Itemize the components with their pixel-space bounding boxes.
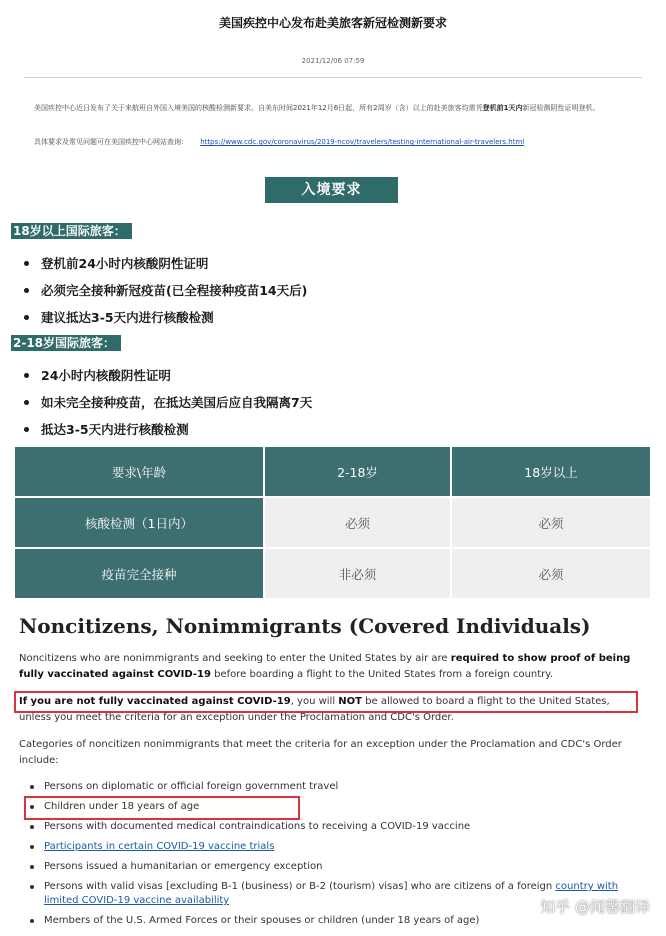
list-item [28, 840, 628, 854]
list-item: Members of the U.S. Armed Forces or their spouses or children (under 18 years of age) [28, 914, 628, 928]
watermark: 知乎 @闻馨翻译 [540, 898, 650, 916]
article-title: 美国疾控中心发布赴美旅客新冠检测新要求 [218, 16, 447, 30]
cdc-paragraph-2 [19, 694, 639, 726]
adult-section-label: 18岁以上国际旅客： [11, 223, 132, 239]
paragraph-emphasis: 登机前1天内 [482, 104, 523, 112]
list-item: 必须完全接种新冠疫苗(已全程接种疫苗14天后) [24, 277, 307, 304]
list-item: Persons on diplomatic or official foreign government travel [28, 780, 628, 794]
child-requirements-list [24, 362, 312, 443]
paragraph-text: 美国疾控中心近日发布了关于来航班自外国入境美国的核酸检测新要求。自美东时间2021年12月6日起，所有2周岁（含）以上的赴美旅客均需凭 [34, 104, 483, 112]
child-section-label: 2-18岁国际旅客： [11, 335, 121, 351]
text: , you will [290, 696, 339, 707]
table-header: 18岁以上 [451, 446, 651, 497]
vaccine-trials-link[interactable]: Participants in certain COVID-19 vaccine trials [44, 841, 275, 852]
reference-prefix: 具体要求及常见问题可在美国疾控中心网站查询： [34, 138, 188, 146]
paragraph-text-end: 新冠检测阴性证明登机。 [522, 104, 600, 112]
list-item: 24小时内核酸阴性证明 [24, 362, 312, 389]
row-label: 核酸检测（1日内） [14, 497, 264, 548]
cdc-heading: Noncitizens, Nonimmigrants (Covered Individuals) [19, 614, 591, 638]
list-item: 登机前24小时内核酸阴性证明 [24, 250, 307, 277]
table-cell: 非必须 [264, 548, 451, 599]
text: before boarding a flight to the United States from a foreign country. [210, 669, 553, 680]
row-label: 疫苗完全接种 [14, 548, 264, 599]
text: Noncitizens who are nonimmigrants and seeking to enter the United States by air are [19, 653, 451, 664]
cdc-link[interactable]: https://www.cdc.gov/coronavirus/2019-ncov/travelers/testing-international-air-travelers.html [200, 138, 525, 146]
list-item: 如未完全接种疫苗，在抵达美国后应自我隔离7天 [24, 389, 312, 416]
table-header: 要求\年龄 [14, 446, 264, 497]
text: be allowed to board a flight to the United States, unless you meet the criteria for an exception under the Proclamation and CDC's Order. [19, 696, 610, 723]
text-bold: If you are not fully vaccinated against COVID-19 [19, 696, 291, 707]
table-row [14, 548, 651, 599]
article-date: 2021/12/06 07:59 [301, 57, 365, 65]
text-bold: required to show proof of being fully vaccinated against COVID-19 [19, 653, 631, 680]
divider [24, 77, 642, 78]
table-cell: 必须 [451, 548, 651, 599]
table-header-row [14, 446, 651, 497]
table-header: 2-18岁 [264, 446, 451, 497]
table-row [14, 497, 651, 548]
requirements-table [13, 445, 652, 600]
text-bold: NOT [338, 696, 362, 707]
list-item: Persons with documented medical contraindications to receiving a COVID-19 vaccine [28, 820, 628, 834]
adult-requirements-list [24, 250, 307, 331]
exception-list [28, 780, 628, 934]
list-item [28, 880, 628, 908]
list-item: Persons issued a humanitarian or emergency exception [28, 860, 628, 874]
list-item: Children under 18 years of age [28, 800, 628, 814]
reference-line [34, 137, 524, 147]
text: Persons with valid visas [excluding B-1 (business) or B-2 (tourism) visas] who are citizens of a foreign [44, 881, 556, 892]
list-item: 建议抵达3-5天内进行核酸检测 [24, 304, 307, 331]
cdc-paragraph-3: Categories of noncitizen nonimmigrants that meet the criteria for an exception under the Proclamation and CDC's Order include: [19, 739, 622, 766]
table-cell: 必须 [264, 497, 451, 548]
cdc-paragraph-1 [19, 651, 639, 683]
table-cell: 必须 [451, 497, 651, 548]
article-paragraph [18, 99, 648, 118]
list-item: 抵达3-5天内进行核酸检测 [24, 416, 312, 443]
entry-requirements-banner: 入境要求 [265, 177, 398, 203]
limited-availability-link[interactable]: country with limited COVID-19 vaccine availability [44, 881, 619, 906]
